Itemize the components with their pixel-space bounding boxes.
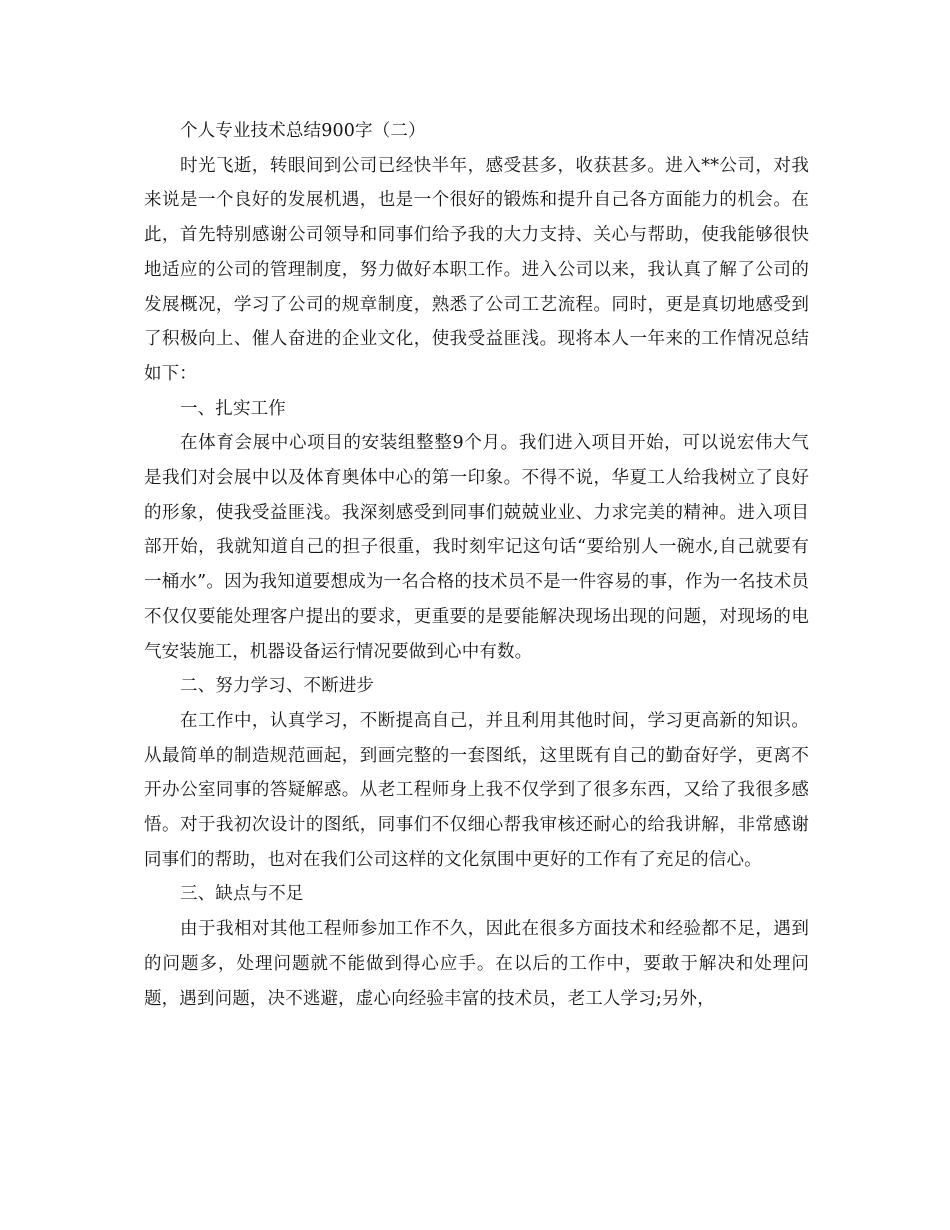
section-heading-2: 二、努力学习、不断进步 xyxy=(180,676,375,697)
section-3-paragraph: 由于我相对其他工程师参加工作不久，因此在很多方面技术和经验都不足，遇到的问题多，处理问题就不能做到得心应手。在以后的工作中，要敢于解决和处理问题，遇到问题，决不逃避，虚心向经验丰富的技术员，老工人学习;另外， xyxy=(144,919,809,1009)
section-2-paragraph: 在工作中，认真学习，不断提高自己，并且利用其他时间，学习更高新的知识。从最简单的制造规范画起，到画完整的一套图纸，这里既有自己的勤奋好学，更离不开办公室同事的答疑解惑。从老工程师身上我不仅学到了很多东西，又给了我很多感悟。对于我初次设计的图纸，同事们不仅细心帮我审核还耐心的给我讲解，非常感谢同事们的帮助，也对在我们公司这样的文化氛围中更好的工作有了充足的信心。 xyxy=(144,710,809,870)
document-title: 个人专业技术总结900字（二） xyxy=(180,121,426,141)
intro-paragraph: 时光飞逝，转眼间到公司已经快半年，感受甚多，收获甚多。进入**公司，对我来说是一个良好的发展机遇，也是一个很好的锻炼和提升自己各方面能力的机会。在此，首先特别感谢公司领导和同事们给予我的大力支持、关心与帮助，使我能够很快地适应的公司的管理制度，努力做好本职工作。进入公司以来，我认真了解了公司的发展概况，学习了公司的规章制度，熟悉了公司工艺流程。同时，更是真切地感受到了积极向上、催人奋进的企业文化，使我受益匪浅。现将本人一年来的工作情况总结如下： xyxy=(144,155,809,384)
document-body xyxy=(144,114,809,1016)
section-heading-3: 三、缺点与不足 xyxy=(180,884,304,905)
section-1-paragraph: 在体育会展中心项目的安装组整整9个月。我们进入项目开始，可以说宏伟大气是我们对会展中以及体育奥体中心的第一印象。不得不说，华夏工人给我树立了良好的形象，使我受益匪浅。我深刻感受到同事们兢兢业业、力求完美的精神。进入项目部开始，我就知道自己的担子很重，我时刻牢记这句话“要给别人一碗水,自己就要有一桶水”。因为我知道要想成为一名合格的技术员不是一件容易的事，作为一名技术员不仅仅要能处理客户提出的要求，更重要的是要能解决现场出现的问题，对现场的电气安装施工，机器设备运行情况要做到心中有数。 xyxy=(144,433,809,662)
section-heading-1: 一、扎实工作 xyxy=(180,398,286,419)
